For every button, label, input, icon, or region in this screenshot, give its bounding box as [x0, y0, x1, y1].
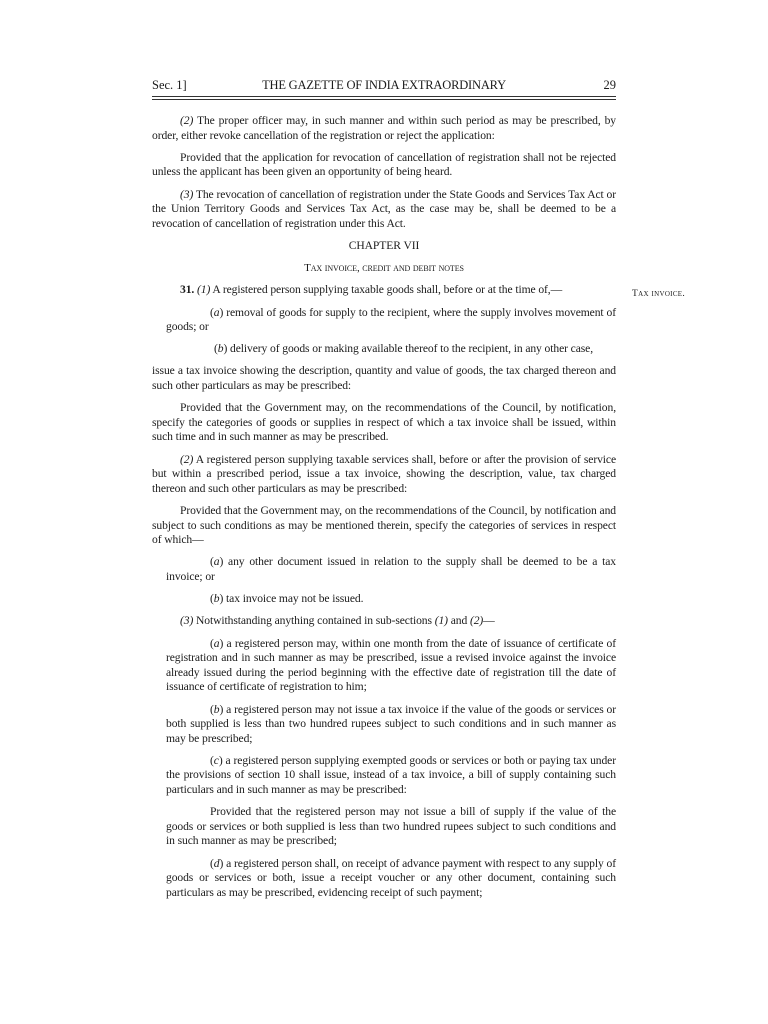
proviso: Provided that the application for revocation of cancellation of registration shall not be rejected unless the applicant has been given an opportunity of being heard. — [152, 150, 616, 179]
clause-letter: a — [213, 555, 220, 569]
clause-letter: b — [217, 342, 224, 356]
chapter-heading: CHAPTER VII — [348, 238, 420, 252]
clause: (d) a registered person shall, on receipt of advance payment with respect to any supply of goods or services or both, issue a receipt voucher or any other document, containing such particulars as may be prescribed, evidencing receipt of such payment; — [166, 856, 616, 899]
paragraph-text: and — [447, 614, 470, 628]
clause-number: (3) — [180, 187, 194, 201]
section-label: Sec. 1] — [152, 78, 187, 92]
proviso: Provided that the Government may, on the recommendations of the Council, by notification and subject to such conditions as may be mentioned therein, specify the categories of services in respect of which— — [152, 504, 616, 547]
clause-text: tax invoice may not be issued. — [223, 592, 364, 606]
gazette-title: THE GAZETTE OF INDIA EXTRAORDINARY — [262, 78, 506, 92]
paragraph-text: The proper officer may, in such manner and within such period as may be prescribed, by order, either revoke cancellation of the registration or reject the application: — [152, 114, 616, 142]
margin-note-tax-invoice: Tax invoice. — [632, 289, 686, 299]
paragraph — [152, 188, 616, 232]
paragraph — [152, 614, 616, 629]
clause: (c) a registered person supplying exempted goods or services or both or paying tax under the provisions of section 10 shall issue, instead of a tax invoice, a bill of supply containing such particulars and in such manner as may be prescribed: — [166, 753, 616, 797]
clause-text: any other document issued in relation to the supply shall be deemed to be a tax invoice; or — [166, 555, 616, 583]
paragraph — [152, 114, 616, 143]
clause: (a) any other document issued in relation to the supply shall be deemed to be a tax invoice; or — [166, 555, 616, 583]
clause-text: a registered person may not issue a tax invoice if the value of the goods or services or both supplied is less than two hundred rupees subject to such conditions and in such manner as may be prescribed; — [166, 702, 616, 745]
clause: (b) delivery of goods or making available thereof to the recipient, in any other case, — [214, 342, 594, 356]
page-number: 29 — [603, 78, 616, 92]
section-31 — [152, 283, 616, 298]
page-body — [152, 114, 616, 908]
clause: (a) removal of goods for supply to the recipient, where the supply involves movement of goods; or — [166, 305, 616, 334]
clause-letter: b — [213, 702, 220, 716]
clause-letter: c — [213, 753, 219, 767]
paragraph-text: A registered person supplying taxable services shall, before or after the provision of service but within a prescribed period, issue a tax invoice, showing the description, value, tax charged thereon and such other particulars as may be prescribed: — [152, 452, 616, 495]
clause-text: a registered person may, within one month from the date of issuance of certificate of registration and in such manner as may be prescribed, issue a revised invoice against the invoice already issued during the period beginning with the effective date of registration till the date of issuance of certificate of registration to him; — [166, 636, 616, 694]
clause-text: a registered person supplying exempted goods or services or both or paying tax under the provisions of section 10 shall issue, instead of a tax invoice, a bill of supply containing such particulars and in such manner as may be prescribed: — [166, 753, 616, 797]
clause-number: (1) — [197, 283, 211, 297]
paragraph — [152, 453, 616, 497]
paragraph-text: Notwithstanding anything contained in sub-sections — [193, 614, 435, 628]
section-number: 31. — [180, 283, 195, 297]
clause-number: (3) — [180, 614, 194, 628]
clause-letter: a — [213, 305, 220, 319]
proviso: Provided that the Government may, on the recommendations of the Council, by notification, specify the categories of goods or supplies in respect of which a tax invoice shall be issued, within such time and in such manner as may be prescribed. — [152, 401, 616, 444]
clause-number: (2) — [180, 114, 194, 127]
proviso: Provided that the registered person may not issue a bill of supply if the value of the goods or services or both supplied is less than two hundred rupees subject to such conditions and in such manner as may be prescribed; — [166, 805, 616, 848]
clause: (b) a registered person may not issue a tax invoice if the value of the goods or services or both supplied is less than two hundred rupees subject to such conditions and in such manner as may be prescribed; — [166, 702, 616, 745]
paragraph-text: A registered person supplying taxable goods shall, before or at the time of,— — [210, 283, 563, 297]
clause-letter: d — [213, 856, 220, 870]
clause-text: removal of goods for supply to the recipient, where the supply involves movement of goods; or — [166, 305, 616, 334]
clause-text: a registered person shall, on receipt of advance payment with respect to any supply of goods or services or both, issue a receipt voucher or any other document, containing such particulars as may be prescribed, evidencing receipt of such payment; — [166, 856, 616, 899]
paragraph-text: — — [483, 614, 495, 628]
sub-section-ref: (2) — [469, 614, 484, 628]
header-rule-bottom — [152, 99, 616, 100]
sub-section-ref: (1) — [434, 614, 448, 628]
clause-letter: b — [213, 592, 220, 606]
chapter-title: Tax invoice, credit and debit notes — [304, 262, 464, 275]
clause-text: delivery of goods or making available thereof to the recipient, in any other case, — [227, 342, 594, 356]
paragraph-text: The revocation of cancellation of registration under the State Goods and Services Tax Act or the Union Territory Goods and Services Tax Act, as the case may be, shall be deemed to be a revocation of cancellation of registration under this Act. — [152, 187, 616, 230]
clause: (a) a registered person may, within one month from the date of issuance of certificate of registration and in such manner as may be prescribed, issue a revised invoice against the invoice already issued during the period beginning with the effective date of registration till the date of issuance of certificate of registration to him; — [166, 636, 616, 694]
clause-letter: a — [213, 636, 220, 650]
header-rule-top — [152, 96, 616, 97]
clause: (b) tax invoice may not be issued. — [210, 592, 364, 606]
page-header — [152, 76, 616, 94]
clause-number: (2) — [180, 452, 194, 466]
paragraph: issue a tax invoice showing the description, quantity and value of goods, the tax charged thereon and such other particulars as may be prescribed: — [152, 364, 616, 393]
